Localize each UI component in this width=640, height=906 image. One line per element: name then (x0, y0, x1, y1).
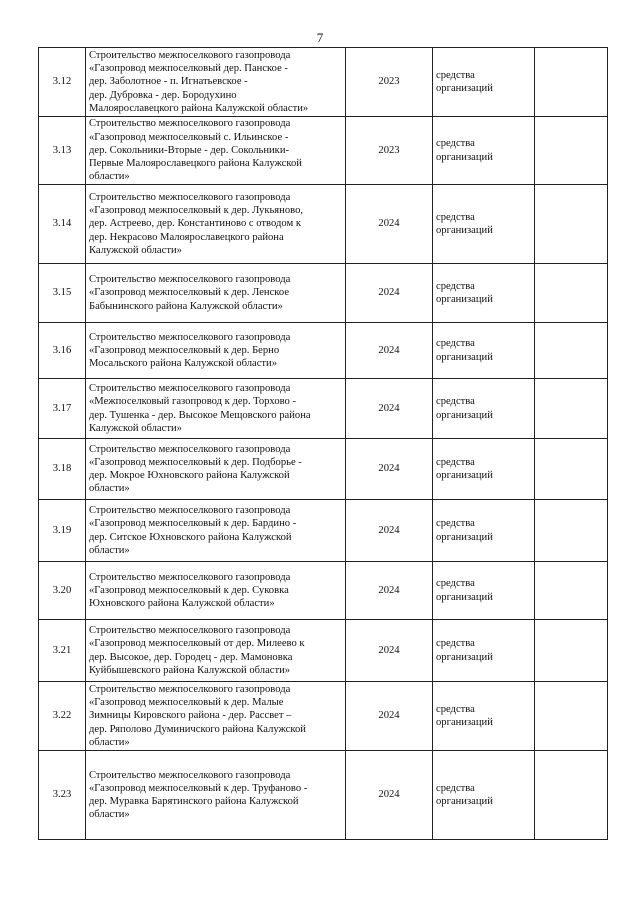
row-description-cell (86, 117, 346, 185)
row-note-cell (535, 185, 608, 264)
row-number: 3.23 (52, 789, 72, 801)
row-funding-source-cell (433, 48, 535, 117)
row-number-cell (39, 620, 86, 682)
row-year: 2024 (378, 789, 400, 801)
row-funding-source: средства организаций (436, 280, 493, 305)
row-number-cell (39, 185, 86, 264)
row-number: 3.15 (52, 287, 72, 299)
table-row (39, 185, 608, 264)
row-funding-source: средства организаций (436, 638, 493, 663)
row-year-cell (346, 185, 433, 264)
row-description: Строительство межпоселкового газопровода «Газопровод межпоселковый к дер. Суковка Юхновского района Калужской области» (89, 571, 291, 610)
row-description: Строительство межпоселкового газопровода «Межпоселковый газопровод к дер. Торхово - дер. Тушенка - дер. Высокое Мещовского района Калужской области» (89, 383, 311, 434)
table-row (39, 439, 608, 500)
row-year-cell (346, 264, 433, 323)
row-year: 2024 (378, 584, 400, 596)
row-number: 3.18 (52, 463, 72, 475)
table-row (39, 562, 608, 620)
row-number-cell (39, 439, 86, 500)
row-number: 3.14 (52, 218, 72, 230)
row-number-cell (39, 682, 86, 751)
row-funding-source-cell (433, 682, 535, 751)
row-description: Строительство межпоселкового газопровода «Газопровод межпоселковый к дер. Труфаново - дер. Муравка Барятинского района Калужской области» (89, 769, 308, 821)
row-funding-source: средства организаций (436, 69, 493, 94)
table-row (39, 323, 608, 379)
row-funding-source: средства организаций (436, 396, 493, 421)
row-funding-source: средства организаций (436, 518, 493, 543)
row-funding-source-cell (433, 500, 535, 562)
row-description: Строительство межпоселкового газопровода «Газопровод межпоселковый к дер. Лукьяново, дер. Астреево, дер. Константиново с отводом к дер. Некрасово Малоярославецкого района Калужской области» (89, 191, 304, 256)
row-note-cell (535, 620, 608, 682)
row-year-cell (346, 117, 433, 185)
row-number: 3.21 (52, 644, 72, 656)
row-description: Строительство межпоселкового газопровода «Газопровод межпоселковый к дер. Малые Зимницы Кировского района - дер. Рассвет – дер. Ряполово Думиничского района Калужской области» (89, 683, 306, 748)
row-year: 2024 (378, 287, 400, 299)
row-number-cell (39, 751, 86, 840)
row-funding-source: средства организаций (436, 211, 493, 236)
row-description-cell (86, 185, 346, 264)
row-note-cell (535, 439, 608, 500)
row-funding-source-cell (433, 264, 535, 323)
table-row (39, 751, 608, 840)
row-number: 3.19 (52, 524, 72, 536)
row-description: Строительство межпоселкового газопровода «Газопровод межпоселковый с. Ильинское - дер. Сокольники-Вторые - дер. Сокольники- Первые Малоярославецкого района Калужской области» (89, 118, 302, 183)
row-number-cell (39, 500, 86, 562)
row-funding-source-cell (433, 620, 535, 682)
row-year-cell (346, 682, 433, 751)
row-year: 2024 (378, 644, 400, 656)
row-note-cell (535, 500, 608, 562)
table-row (39, 48, 608, 117)
row-year-cell (346, 379, 433, 439)
table-row (39, 264, 608, 323)
row-funding-source: средства организаций (436, 578, 493, 603)
row-description-cell (86, 379, 346, 439)
row-year: 2024 (378, 344, 400, 356)
row-note-cell (535, 323, 608, 379)
row-number: 3.17 (52, 402, 72, 414)
row-description-cell (86, 264, 346, 323)
row-year: 2024 (378, 463, 400, 475)
row-description-cell (86, 323, 346, 379)
row-funding-source-cell (433, 439, 535, 500)
table-row (39, 117, 608, 185)
row-number: 3.13 (52, 144, 72, 156)
page-number: 7 (316, 30, 324, 45)
row-funding-source-cell (433, 562, 535, 620)
row-funding-source: средства организаций (436, 456, 493, 481)
row-year: 2024 (378, 524, 400, 536)
row-description-cell (86, 562, 346, 620)
row-note-cell (535, 751, 608, 840)
row-note-cell (535, 379, 608, 439)
row-funding-source-cell (433, 185, 535, 264)
row-funding-source: средства организаций (436, 703, 493, 728)
row-funding-source-cell (433, 117, 535, 185)
table-body (39, 48, 608, 840)
gas-pipeline-table (38, 47, 608, 840)
row-number: 3.20 (52, 584, 72, 596)
row-description-cell (86, 439, 346, 500)
row-description: Строительство межпоселкового газопровода «Газопровод межпоселковый к дер. Берно Мосальского района Калужской области» (89, 331, 291, 370)
row-year: 2023 (378, 76, 400, 88)
row-description: Строительство межпоселкового газопровода «Газопровод межпоселковый к дер. Подборье - дер. Мокрое Юхновского района Калужской области» (89, 443, 302, 495)
row-note-cell (535, 48, 608, 117)
row-number-cell (39, 562, 86, 620)
row-description-cell (86, 682, 346, 751)
row-funding-source: средства организаций (436, 138, 493, 163)
row-note-cell (535, 117, 608, 185)
row-number-cell (39, 264, 86, 323)
row-funding-source-cell (433, 323, 535, 379)
table-row (39, 500, 608, 562)
row-number-cell (39, 117, 86, 185)
row-year-cell (346, 323, 433, 379)
row-description-cell (86, 751, 346, 840)
row-year-cell (346, 500, 433, 562)
row-description: Строительство межпоселкового газопровода «Газопровод межпоселковый к дер. Ленское Бабынинского района Калужской области» (89, 274, 291, 312)
row-note-cell (535, 682, 608, 751)
row-funding-source-cell (433, 751, 535, 840)
row-funding-source: средства организаций (436, 338, 493, 363)
table-row (39, 682, 608, 751)
row-number: 3.12 (52, 76, 72, 88)
row-year-cell (346, 620, 433, 682)
table-row (39, 620, 608, 682)
row-year: 2024 (378, 402, 400, 414)
row-description-cell (86, 48, 346, 117)
row-funding-source-cell (433, 379, 535, 439)
row-description: Строительство межпоселкового газопровода «Газопровод межпоселковый от дер. Милеево к дер. Высокое, дер. Городец - дер. Мамоновка Куйбышевского района Калужской области» (89, 625, 305, 676)
row-description: Строительство межпоселкового газопровода «Газопровод межпоселковый к дер. Бардино - дер. Ситское Юхновского района Калужской области» (89, 505, 297, 556)
row-description-cell (86, 500, 346, 562)
row-description: Строительство межпоселкового газопровода «Газопровод межпоселковый дер. Панское - дер. Заболотное - п. Игнатьевское - дер. Дубровка - дер. Бородухино Малоярославецкого района Калужской области» (89, 49, 309, 114)
row-number-cell (39, 48, 86, 117)
row-year-cell (346, 751, 433, 840)
row-number: 3.22 (52, 710, 72, 722)
row-number-cell (39, 323, 86, 379)
row-note-cell (535, 264, 608, 323)
row-year: 2024 (378, 710, 400, 722)
row-year: 2024 (378, 218, 400, 230)
row-year-cell (346, 562, 433, 620)
row-description-cell (86, 620, 346, 682)
row-year-cell (346, 439, 433, 500)
table-row (39, 379, 608, 439)
row-number-cell (39, 379, 86, 439)
row-year-cell (346, 48, 433, 117)
row-note-cell (535, 562, 608, 620)
row-funding-source: средства организаций (436, 782, 493, 807)
row-year: 2023 (378, 144, 400, 156)
row-number: 3.16 (52, 344, 72, 356)
